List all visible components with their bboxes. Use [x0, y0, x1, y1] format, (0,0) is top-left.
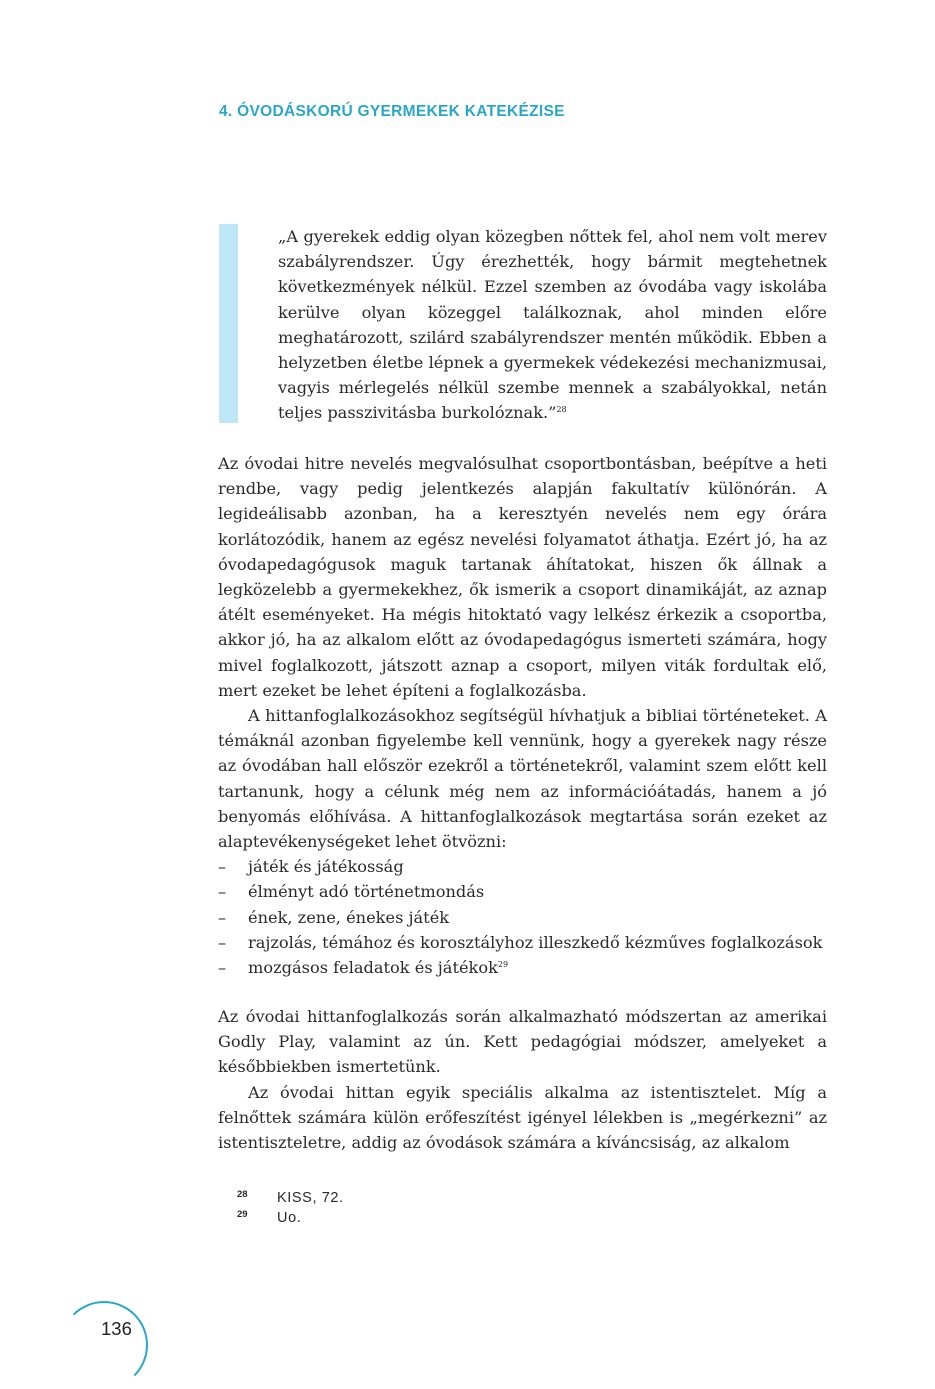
paragraph-4: Az óvodai hittan egyik speciális alkalma az istentisztelet. Míg a felnőttek számára külön erőfeszítést igényel lélekben is „megérkezni” az istentiszteletre, addig az óvodások számára a kíváncsiság, az alkalom	[218, 1082, 827, 1153]
footnotes	[237, 1188, 344, 1228]
paragraph-1: Az óvodai hitre nevelés megvalósulhat csoportbontásban, beépítve a heti rendbe, vagy pedig jelentkezés alapján fakultatív különórán. A legideálisabb azonban, ha a keresztyén nevelés nem egy órára korlátozódik, hanem az egész nevelési folyamatot áthatja. Ezért jó, ha az óvodapedagógusok maguk tartanak áhítatokat, hiszen ők állnak a legközelebb a gyermekekhez, ők ismerik a csoport dinamikáját, az aznap átélt eseményeket. Ha mégis hitoktató vagy lelkész érkezik a csoportba, akkor jó, ha az alkalom előtt az óvodapedagógus ismerteti számára, hogy mivel foglalkozott, játszott aznap a csoport, milyen viták fordultak elő, mert ezeket be lehet építeni a foglalkozásba.	[218, 454, 827, 700]
footnote	[237, 1208, 344, 1228]
footnote	[237, 1188, 344, 1208]
footnote-text: Uo.	[277, 1210, 302, 1226]
main-text-section-2	[218, 1004, 827, 1155]
list-item: – ének, zene, énekes játék	[218, 907, 450, 927]
quote-text: „A gyerekek eddig olyan közegben nőttek fel, ahol nem volt merev szabályrendszer. Úgy érezhették, hogy bármit megtehetnek következmények nélkül. Ezzel szemben az óvodába vagy iskolába kerülve olyan közeggel találkoznak, ahol minden előre meghatározott, szilárd szabályrendszer mentén működik. Ebben a helyzetben életbe lépnek a gyermekek védekezési mechanizmusai, vagyis mérlegelés nélkül szembe mennek a szabályokkal, netán teljes passzivitásba burkolóznak.”	[278, 227, 827, 423]
footnote-number: 28	[237, 1189, 248, 1200]
list-item: – rajzolás, témához és korosztályhoz illeszkedő kézműves foglalkozások	[218, 932, 823, 952]
chapter-header: 4. ÓVODÁSKORÚ GYERMEKEK KATEKÉZISE	[219, 103, 565, 120]
list-item: – élményt adó történetmondás	[218, 882, 485, 902]
page-number: 136	[101, 1318, 132, 1339]
paragraph-3: Az óvodai hittanfoglalkozás során alkalmazható módszertan az amerikai Godly Play, valamint az ún. Kett pedagógiai módszer, amelyeket a későbbiekben ismertetünk.	[218, 1007, 827, 1077]
footnote-text: KISS, 72.	[277, 1190, 344, 1206]
quote-accent-bar	[219, 224, 238, 423]
activity-list	[218, 854, 827, 980]
block-quote	[278, 224, 827, 426]
list-item: – játék és játékosság	[218, 857, 404, 877]
page-number-arc	[60, 1301, 148, 1389]
footnote-number: 29	[237, 1209, 248, 1220]
paragraph-2: A hittanfoglalkozásokhoz segítségül hívhatjuk a bibliai történeteket. A témáknál azonban figyelembe kell vennünk, hogy a gyerekek nagy része az óvodában hall először ezekről a történetekről, valamint szem előtt kell tartanunk, hogy a célunk még nem az információátadás, hanem a jó benyomás előhívása. A hittanfoglalkozások megtartása során ezeket az alaptevékenységeket lehet ötvözni:	[218, 706, 827, 852]
list-item: – mozgásos feladatok és játékok$^{29}$	[218, 958, 509, 978]
footnote-ref-29: 29	[497, 960, 509, 970]
footnote-ref-28: 28	[556, 405, 567, 415]
main-text-section-1	[218, 451, 827, 980]
